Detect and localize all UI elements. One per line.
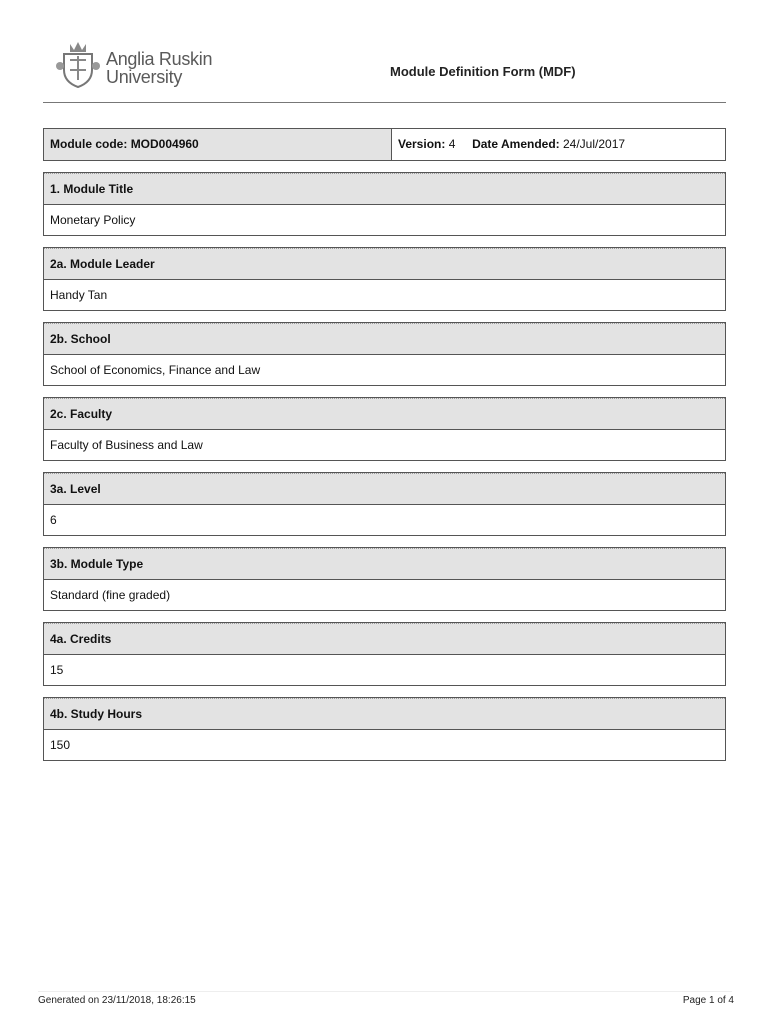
module-code-cell — [44, 129, 392, 160]
page-number: Page 1 of 4 — [682, 995, 734, 1006]
section-module-title — [43, 172, 726, 236]
generated-timestamp: Generated on 23/11/2018, 18:26:15 — [38, 995, 196, 1006]
section-value: School of Economics, Finance and Law — [44, 355, 725, 385]
version-value: 4 — [448, 137, 456, 151]
module-code-value: MOD004960 — [130, 137, 199, 151]
section-heading: 2a. Module Leader — [44, 248, 725, 280]
section-heading: 3b. Module Type — [44, 548, 725, 580]
section-value: 150 — [44, 730, 725, 760]
footer-divider — [38, 991, 732, 992]
section-heading: 4a. Credits — [44, 623, 725, 655]
section-value: Standard (fine graded) — [44, 580, 725, 610]
section-value: 15 — [44, 655, 725, 685]
form-title: Module Definition Form (MDF) — [390, 64, 576, 79]
version-cell — [392, 129, 725, 160]
section-value: 6 — [44, 505, 725, 535]
section-heading: 2b. School — [44, 323, 725, 355]
section-school — [43, 322, 726, 386]
section-value: Handy Tan — [44, 280, 725, 310]
section-value: Faculty of Business and Law — [44, 430, 725, 460]
section-credits — [43, 622, 726, 686]
logo-text-line1: Anglia Ruskin — [106, 49, 213, 69]
module-code-label: Module code: — [50, 137, 128, 151]
section-heading: 3a. Level — [44, 473, 725, 505]
version-label: Version: — [398, 137, 446, 151]
section-value: Monetary Policy — [44, 205, 725, 235]
section-heading: 1. Module Title — [44, 173, 725, 205]
crest-icon — [56, 40, 100, 88]
university-logo — [56, 40, 216, 90]
section-module-leader — [43, 247, 726, 311]
date-amended-label: Date Amended: — [472, 137, 560, 151]
date-amended-value: 24/Jul/2017 — [563, 137, 626, 151]
section-faculty — [43, 397, 726, 461]
module-code-row — [43, 128, 726, 161]
section-level — [43, 472, 726, 536]
header-divider — [43, 102, 726, 103]
section-heading: 4b. Study Hours — [44, 698, 725, 730]
section-module-type — [43, 547, 726, 611]
section-heading: 2c. Faculty — [44, 398, 725, 430]
logo-text-line2: University — [106, 67, 183, 87]
section-study-hours — [43, 697, 726, 761]
